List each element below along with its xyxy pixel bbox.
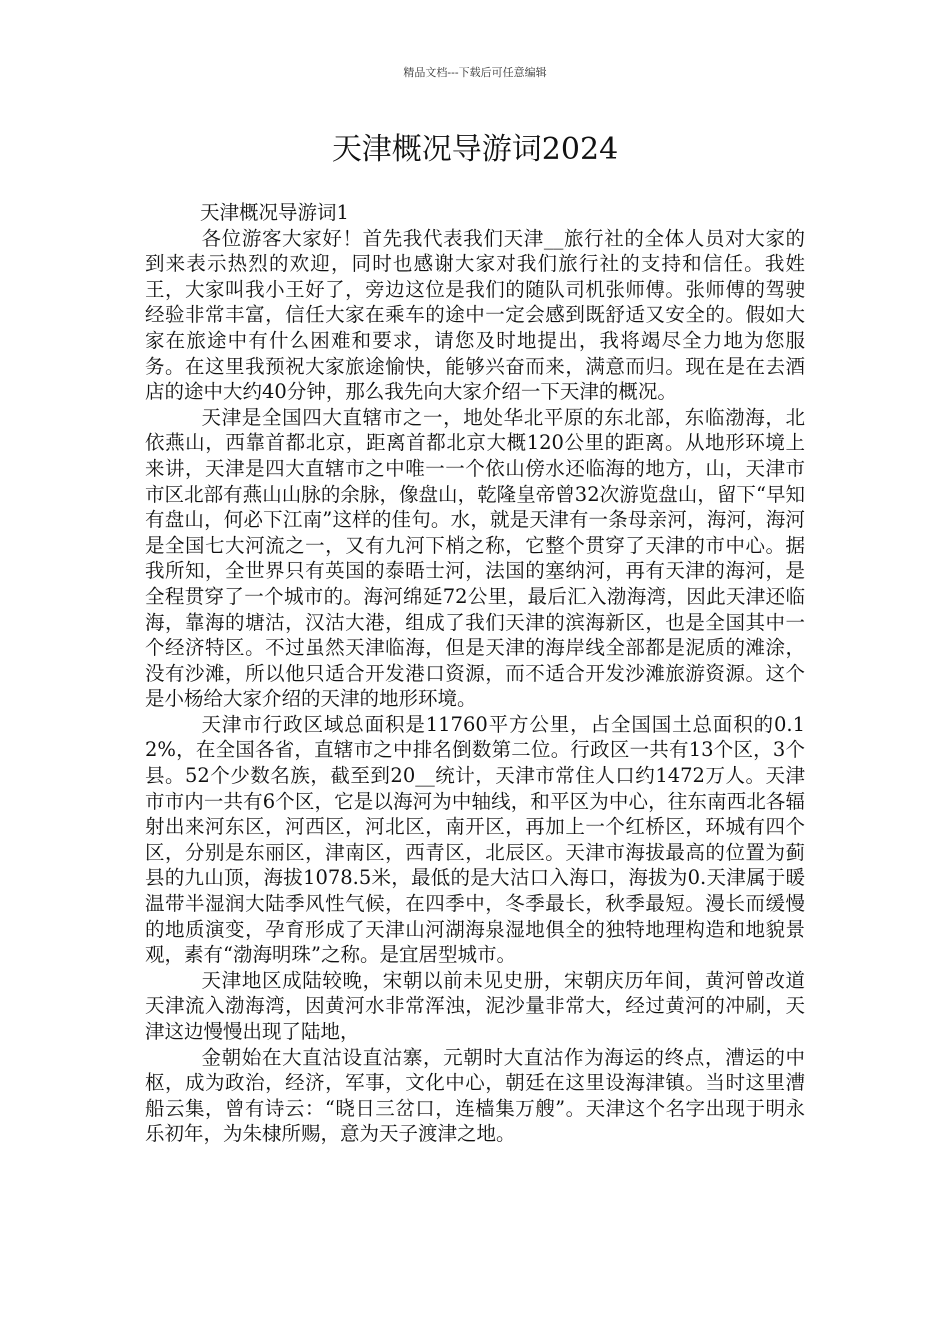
document-body bbox=[145, 200, 805, 1147]
document-title: 天津概况导游词2024 bbox=[331, 132, 619, 167]
paragraph-history: 金朝始在大直沽设直沽寨，元朝时大直沽作为海运的终点，漕运的中枢，成为政治，经济，军事，文化中心，朝廷在这里设海津镇。当时这里漕船云集，曾有诗云：“晓日三岔口，连樯集万艘”。天津这个名字出现于明永乐初年，为朱棣所赐，意为天子渡津之地。 bbox=[145, 1045, 805, 1146]
page-header-note: 精品文档---下载后可任意编辑 bbox=[403, 66, 547, 79]
paragraph-land-formation: 天津地区成陆较晚，宋朝以前未见史册，宋朝庆历年间，黄河曾改道天津流入渤海湾，因黄河水非常浑浊，泥沙量非常大，经过黄河的冲刷，天津这边慢慢出现了陆地， bbox=[145, 968, 805, 1043]
paragraph-welcome: 各位游客大家好！首先我代表我们天津__旅行社的全体人员对大家的到来表示热烈的欢迎，同时也感谢大家对我们旅行社的支持和信任。我姓王，大家叫我小王好了，旁边这位是我们的随队司机张师傅。张师傅的驾驶经验非常丰富，信任大家在乘车的途中一定会感到既舒适又安全的。假如大家在旅途中有什么困难和要求，请您及时地提出，我将竭尽全力地为您服务。在这里我预祝大家旅途愉快，能够兴奋而来，满意而归。现在是在去酒店的途中大约40分钟，那么我先向大家介绍一下天津的概况。 bbox=[145, 226, 805, 404]
section-heading: 天津概况导游词1 bbox=[200, 201, 349, 224]
paragraph-geography: 天津是全国四大直辖市之一，地处华北平原的东北部，东临渤海，北依燕山，西靠首都北京，距离首都北京大概120公里的距离。从地形环境上来讲，天津是四大直辖市之中唯一一个依山傍水还临海的地方，山，天津市市区北部有燕山山脉的余脉，像盘山，乾隆皇帝曾32次游览盘山，留下“早知有盘山，何必下江南”这样的佳句。水，就是天津有一条母亲河，海河，海河是全国七大河流之一，又有九河下梢之称，它整个贯穿了天津的市中心。据我所知，全世界只有英国的泰晤士河，法国的塞纳河，再有天津的海河，是全程贯穿了一个城市的。海河绵延72公里，最后汇入渤海湾，因此天津还临海，靠海的塘沽，汉沽大港，组成了我们天津的滨海新区，也是全国其中一个经济特区。不过虽然天津临海，但是天津的海岸线全部都是泥质的滩涂，没有沙滩，所以他只适合开发港口资源，而不适合开发沙滩旅游资源。这个是小杨给大家介绍的天津的地形环境。 bbox=[145, 405, 805, 711]
paragraph-administration: 天津市行政区域总面积是11760平方公里，占全国国土总面积的0.12%，在全国各省，直辖市之中排名倒数第二位。行政区一共有13个区，3个县。52个少数名族，截至到20__统计，天津市常住人口约1472万人。天津市市内一共有6个区，它是以海河为中轴线，和平区为中心，往东南西北各辐射出来河东区，河西区，河北区，南开区，再加上一个红桥区，环城有四个区，分别是东丽区，津南区，西青区，北辰区。天津市海拔最高的位置为蓟县的九山顶，海拔1078.5米，最低的是大沽口入海口，海拔为0.天津属于暖温带半湿润大陆季风性气候，在四季中，冬季最长，秋季最短。漫长而缓慢的地质演变，孕育形成了天津山河湖海泉湿地俱全的独特地理构造和地貌景观，素有“渤海明珠”之称。是宜居型城市。 bbox=[145, 712, 805, 967]
